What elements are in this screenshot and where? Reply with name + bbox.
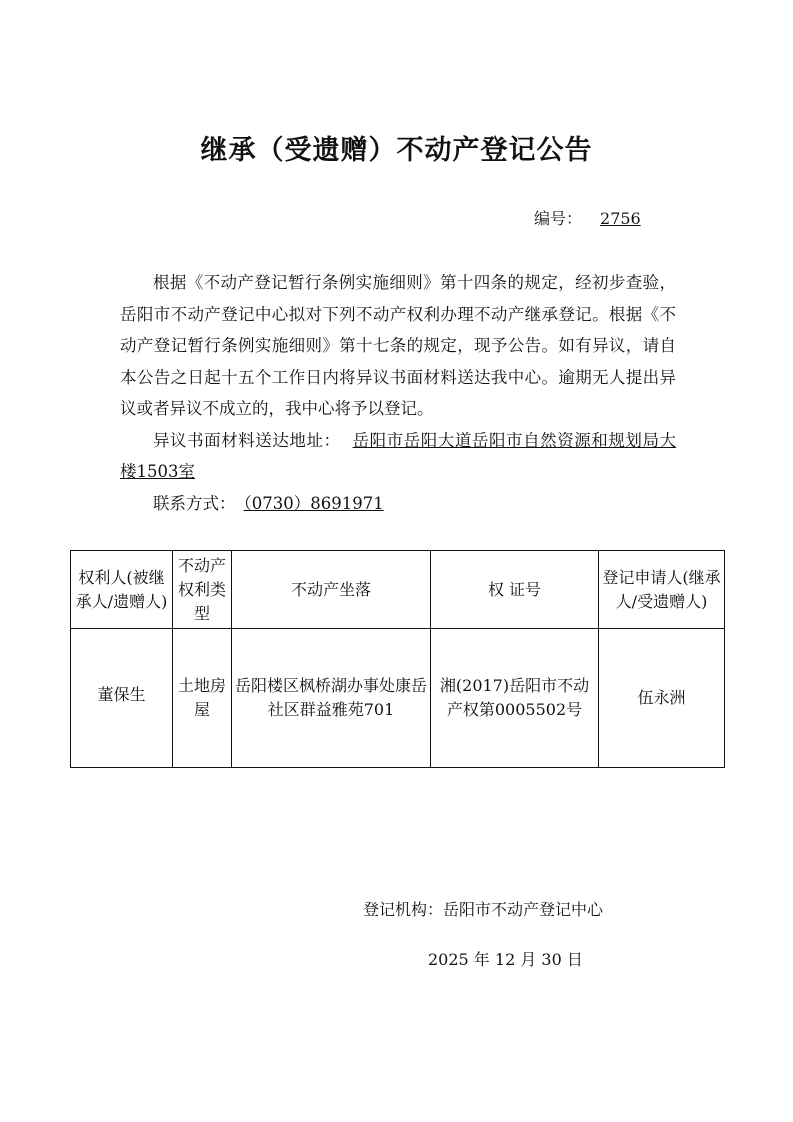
cell-cert: 湘(2017)岳阳市不动产权第0005502号: [431, 629, 599, 768]
header-holder: 权利人(被继承人/遗赠人): [71, 551, 173, 629]
cell-location: 岳阳楼区枫桥湖办事处康岳社区群益雅苑701: [232, 629, 431, 768]
address-value: 岳阳市岳阳大道岳阳市自然资源和规划局大楼1503室: [120, 430, 677, 481]
page-title: 继承（受遗赠）不动产登记公告: [200, 135, 593, 166]
contact-line: [120, 488, 676, 520]
header-cert: 权 证号: [431, 551, 599, 629]
header-location: 不动产坐落: [232, 551, 431, 629]
cell-applicant: 伍永洲: [599, 629, 725, 768]
signature-line: [363, 897, 603, 920]
notice-paragraph: 根据《不动产登记暂行条例实施细则》第十四条的规定，经初步查验，岳阳市不动产登记中心拟对下列不动产权利办理不动产继承登记。根据《不动产登记暂行条例实施细则》第十七条的规定，现予公告。如有异议，请自本公告之日起十五个工作日内将异议书面材料送达我中心。逾期无人提出异议或者异议不成立的，我中心将予以登记。: [120, 273, 676, 418]
signature-value: 岳阳市不动产登记中心: [443, 900, 604, 919]
notice-number: [534, 206, 641, 229]
notice-body: [120, 267, 676, 519]
notice-date: 2025 年 12 月 30 日: [428, 950, 583, 969]
signature-label: 登记机构：: [363, 900, 444, 919]
contact-value: （0730）8691971: [243, 493, 384, 513]
address-label: 异议书面材料送达地址：: [153, 430, 341, 450]
header-applicant: 登记申请人(继承人/受遗赠人): [599, 551, 725, 629]
table-header-row: [71, 551, 725, 629]
notice-number-label: 编号：: [534, 209, 583, 228]
notice-number-value: 2756: [600, 209, 641, 228]
cell-holder: 董保生: [71, 629, 173, 768]
header-type: 不动产权利类型: [173, 551, 232, 629]
cell-type: 土地房屋: [173, 629, 232, 768]
registration-table: [70, 550, 725, 768]
table-row: [71, 629, 725, 768]
contact-label: 联系方式：: [153, 493, 236, 513]
address-line: [120, 425, 676, 488]
